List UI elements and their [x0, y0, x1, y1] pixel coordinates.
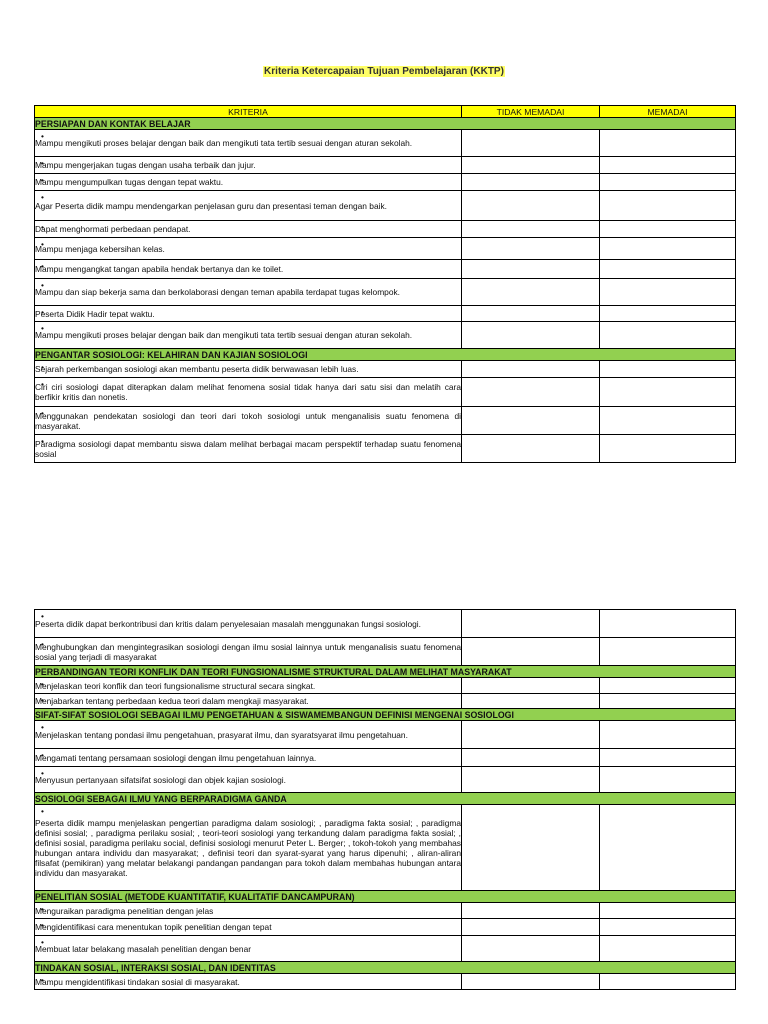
memadai-cell[interactable] [600, 378, 736, 407]
memadai-cell[interactable] [600, 435, 736, 463]
table-row [35, 130, 736, 157]
header-tidak-memadai: TIDAK MEMADAI [462, 106, 600, 118]
tidak-memadai-cell[interactable] [462, 260, 600, 279]
tidak-memadai-cell[interactable] [462, 361, 600, 378]
tidak-memadai-cell[interactable] [462, 749, 600, 767]
header-memadai: MEMADAI [600, 106, 736, 118]
criteria-text: • Mampu mengerjakan tugas dengan usaha terbaik dan jujur. [35, 157, 462, 174]
header-kriteria: KRITERIA [35, 106, 462, 118]
tidak-memadai-cell[interactable] [462, 767, 600, 793]
memadai-cell[interactable] [600, 361, 736, 378]
criteria-text: • Menguraikan paradigma penelitian dengan jelas [35, 903, 462, 919]
criteria-text: • Menjabarkan tentang perbedaan kedua teori dalam mengkaji masyarakat. [35, 694, 462, 709]
section-row [35, 891, 736, 903]
section-title: PERBANDINGAN TEORI KONFLIK DAN TEORI FUNGSIONALISME STRUKTURAL DALAM MELIHAT MASYARAKAT [35, 666, 736, 678]
memadai-cell[interactable] [600, 191, 736, 221]
tidak-memadai-cell[interactable] [462, 678, 600, 694]
table-row [35, 157, 736, 174]
table-row [35, 174, 736, 191]
tidak-memadai-cell[interactable] [462, 407, 600, 435]
criteria-text: • Menghubungkan dan mengintegrasikan sosiologi dengan ilmu sosial lainnya untuk menganalisis suatu fenomena sosial yang terjadi di masyarakat [35, 638, 462, 666]
table-row [35, 361, 736, 378]
criteria-text: • Menjelaskan tentang pondasi ilmu pengetahuan, prasyarat ilmu, dan syaratsyarat ilmu pengetahuan. [35, 721, 462, 749]
criteria-text: • Mampu mengikuti proses belajar dengan baik dan mengikuti tata tertib sesuai dengan aturan sekolah. [35, 130, 462, 157]
tidak-memadai-cell[interactable] [462, 721, 600, 749]
memadai-cell[interactable] [600, 721, 736, 749]
memadai-cell[interactable] [600, 238, 736, 260]
table-row [35, 221, 736, 238]
memadai-cell[interactable] [600, 805, 736, 891]
memadai-cell[interactable] [600, 221, 736, 238]
section-row [35, 962, 736, 974]
tidak-memadai-cell[interactable] [462, 306, 600, 322]
tidak-memadai-cell[interactable] [462, 638, 600, 666]
section-row [35, 793, 736, 805]
criteria-text: • Menjelaskan teori konflik dan teori fungsionalisme structural secara singkat. [35, 678, 462, 694]
criteria-text: • Mengamati tentang persamaan sosiologi dengan ilmu pengetahuan lainnya. [35, 749, 462, 767]
section-title: PERSIAPAN DAN KONTAK BELAJAR [35, 118, 736, 130]
criteria-text: • Mampu mengumpulkan tugas dengan tepat waktu. [35, 174, 462, 191]
memadai-cell[interactable] [600, 694, 736, 709]
tidak-memadai-cell[interactable] [462, 936, 600, 962]
tidak-memadai-cell[interactable] [462, 974, 600, 990]
tidak-memadai-cell[interactable] [462, 322, 600, 349]
table-row [35, 974, 736, 990]
table-row [35, 378, 736, 407]
section-title: PENELITIAN SOSIAL (METODE KUANTITATIF, KUALITATIF DANCAMPURAN) [35, 891, 736, 903]
table-row [35, 279, 736, 306]
tidak-memadai-cell[interactable] [462, 435, 600, 463]
criteria-text: • Peserta didik dapat berkontribusi dan kritis dalam penyelesaian masalah menggunakan fungsi sosiologi. [35, 610, 462, 638]
memadai-cell[interactable] [600, 638, 736, 666]
memadai-cell[interactable] [600, 903, 736, 919]
memadai-cell[interactable] [600, 174, 736, 191]
criteria-text: • Agar Peserta didik mampu mendengarkan penjelasan guru dan presentasi teman dengan baik. [35, 191, 462, 221]
tidak-memadai-cell[interactable] [462, 919, 600, 936]
criteria-text: • Mampu menjaga kebersihan kelas. [35, 238, 462, 260]
table-row [35, 767, 736, 793]
memadai-cell[interactable] [600, 919, 736, 936]
criteria-text: • Mampu mengidentifikasi tindakan sosial di masyarakat. [35, 974, 462, 990]
tidak-memadai-cell[interactable] [462, 610, 600, 638]
table-row [35, 919, 736, 936]
table-row [35, 638, 736, 666]
table-row [35, 936, 736, 962]
table-row [35, 238, 736, 260]
criteria-text: • Membuat latar belakang masalah penelitian dengan benar [35, 936, 462, 962]
criteria-text: • Mengidentifikasi cara menentukan topik penelitian dengan tepat [35, 919, 462, 936]
criteria-text: • Peserta Didik Hadir tepat waktu. [35, 306, 462, 322]
tidak-memadai-cell[interactable] [462, 378, 600, 407]
table-row [35, 749, 736, 767]
table-row [35, 610, 736, 638]
header-row [35, 106, 736, 118]
criteria-text: • Peserta didik mampu menjelaskan pengertian paradigma dalam sosiologi; , paradigma fakta sosial; , paradigma definisi sosial; , paradigma perilaku sosial; , teori-teori sosiologi yang terkandung dalam paradigma fakta sosial; , definisi sosial, paradigma perilaku social, definisi sosiologi menurut Peter L. Berger; , tokoh-tokoh yang membahas hubungan antara individu dan masyarakat; , definisi teori dan syarat-syarat yang harus dipenuhi; , aliran-aliran filsafat (pemikiran) yang melatar belakangi pandangan pandangan para tokoh dalam membahas hubungan antara individu dan masyarakat. [35, 805, 462, 891]
section-row [35, 118, 736, 130]
table-row [35, 191, 736, 221]
kktp-table-page2 [34, 609, 736, 990]
memadai-cell[interactable] [600, 157, 736, 174]
memadai-cell[interactable] [600, 767, 736, 793]
criteria-text: • Mampu mengangkat tangan apabila hendak bertanya dan ke toilet. [35, 260, 462, 279]
tidak-memadai-cell[interactable] [462, 191, 600, 221]
criteria-text: • Mampu dan siap bekerja sama dan berkolaborasi dengan teman apabila terdapat tugas kelompok. [35, 279, 462, 306]
table-row [35, 260, 736, 279]
table-row [35, 407, 736, 435]
memadai-cell[interactable] [600, 974, 736, 990]
table-row [35, 435, 736, 463]
memadai-cell[interactable] [600, 610, 736, 638]
tidak-memadai-cell[interactable] [462, 903, 600, 919]
table-row [35, 721, 736, 749]
memadai-cell[interactable] [600, 936, 736, 962]
memadai-cell[interactable] [600, 130, 736, 157]
document-title: Kriteria Ketercapaian Tujuan Pembelajaran (KKTP) [264, 66, 504, 77]
table-row [35, 678, 736, 694]
section-title: PENGANTAR SOSIOLOGI: KELAHIRAN DAN KAJIAN SOSIOLOGI [35, 349, 736, 361]
criteria-text: • Paradigma sosiologi dapat membantu siswa dalam melihat berbagai macam perspektif terhadap suatu fenomena sosial [35, 435, 462, 463]
tidak-memadai-cell[interactable] [462, 221, 600, 238]
table-row [35, 903, 736, 919]
memadai-cell[interactable] [600, 322, 736, 349]
kktp-table-page1 [34, 105, 736, 463]
criteria-text: • Mampu mengikuti proses belajar dengan baik dan mengikuti tata tertib sesuai dengan aturan sekolah. [35, 322, 462, 349]
tidak-memadai-cell[interactable] [462, 279, 600, 306]
tidak-memadai-cell[interactable] [462, 130, 600, 157]
memadai-cell[interactable] [600, 749, 736, 767]
criteria-text: • Menyusun pertanyaan sifatsifat sosiologi dan objek kajian sosiologi. [35, 767, 462, 793]
tidak-memadai-cell[interactable] [462, 694, 600, 709]
section-row [35, 709, 736, 721]
table-row [35, 322, 736, 349]
criteria-text: • Sejarah perkembangan sosiologi akan membantu peserta didik berwawasan lebih luas. [35, 361, 462, 378]
tidak-memadai-cell[interactable] [462, 174, 600, 191]
table-row [35, 694, 736, 709]
table-row [35, 805, 736, 891]
table-row [35, 306, 736, 322]
criteria-text: • Ciri ciri sosiologi dapat diterapkan dalam melihat fenomena sosial tidak hanya dari satu sisi dan melatih cara berfikir kritis dan nonetis. [35, 378, 462, 407]
memadai-cell[interactable] [600, 279, 736, 306]
memadai-cell[interactable] [600, 260, 736, 279]
criteria-text: • Menggunakan pendekatan sosiologi dan teori dari tokoh sosiologi untuk menganalisis suatu fenomena di masyarakat. [35, 407, 462, 435]
section-title: SIFAT-SIFAT SOSIOLOGI SEBAGAI ILMU PENGETAHUAN & SISWAMEMBANGUN DEFINISI MENGENAI SOSIOLOGI [35, 709, 736, 721]
section-title: TINDAKAN SOSIAL, INTERAKSI SOSIAL, DAN IDENTITAS [35, 962, 736, 974]
tidak-memadai-cell[interactable] [462, 157, 600, 174]
criteria-text: • Dapat menghormati perbedaan pendapat. [35, 221, 462, 238]
memadai-cell[interactable] [600, 678, 736, 694]
section-row [35, 666, 736, 678]
section-title: SOSIOLOGI SEBAGAI ILMU YANG BERPARADIGMA GANDA [35, 793, 736, 805]
section-row [35, 349, 736, 361]
memadai-cell[interactable] [600, 407, 736, 435]
tidak-memadai-cell[interactable] [462, 805, 600, 891]
tidak-memadai-cell[interactable] [462, 238, 600, 260]
memadai-cell[interactable] [600, 306, 736, 322]
